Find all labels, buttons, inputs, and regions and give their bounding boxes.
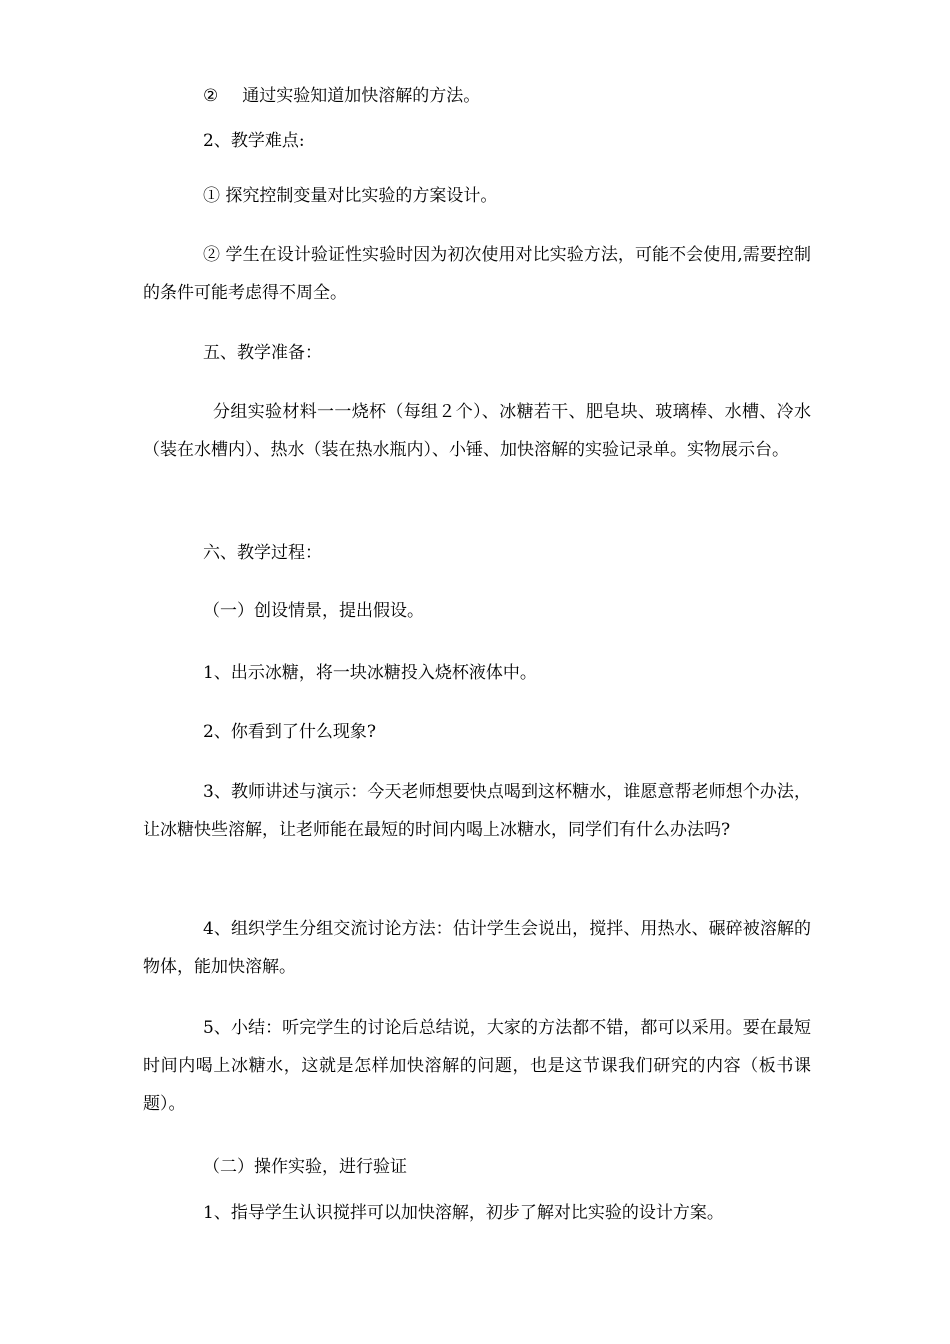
paragraph-difficulty-2: ② 学生在设计验证性实验时因为初次使用对比实验方法，可能不会使用,需要控制的条件可能考虑得不周全。 xyxy=(143,245,811,303)
circled-number-two: ② xyxy=(203,86,219,106)
paragraph-materials: 分组实验材料一一烧杯（每组２个）、冰糖若干、肥皂块、玻璃棒、水槽、冷水（装在水槽内）、热水（装在热水瓶内）、小锤、加快溶解的实验记录单。实物展示台。 xyxy=(143,402,811,460)
paragraph-step-1: 1、出示冰糖，将一块冰糖投入烧杯液体中。 xyxy=(203,663,537,683)
paragraph-text: 通过实验知道加快溶解的方法。 xyxy=(242,86,481,106)
heading-teaching-process: 六、教学过程： xyxy=(203,543,322,563)
heading-teaching-difficulty: 2、教学难点: xyxy=(203,131,305,151)
paragraph-difficulty-1: ① 探究控制变量对比实验的方案设计。 xyxy=(203,186,498,206)
paragraph-step-3: 3、教师讲述与演示：今天老师想要快点喝到这杯糖水，谁愿意帮老师想个办法，让冰糖快些溶解，让老师能在最短的时间内喝上冰糖水，同学们有什么办法吗? xyxy=(143,782,811,840)
paragraph-step-2: 2、你看到了什么现象? xyxy=(203,722,376,742)
paragraph-method-goal xyxy=(143,77,811,115)
heading-teaching-preparation: 五、教学准备： xyxy=(203,343,322,363)
heading-section-two: （二）操作实验，进行验证 xyxy=(203,1157,407,1177)
paragraph-section-two-step-1: 1、指导学生认识搅拌可以加快溶解，初步了解对比实验的设计方案。 xyxy=(203,1203,724,1223)
heading-section-one: （一）创设情景，提出假设。 xyxy=(203,601,424,621)
paragraph-step-4: 4、组织学生分组交流讨论方法：估计学生会说出，搅拌、用热水、碾碎被溶解的物体，能加快溶解。 xyxy=(143,919,811,977)
paragraph-step-5-summary: 5、小结：听完学生的讨论后总结说，大家的方法都不错，都可以采用。要在最短时间内喝上冰糖水，这就是怎样加快溶解的问题，也是这节课我们研究的内容（板书课题）。 xyxy=(143,1018,811,1114)
